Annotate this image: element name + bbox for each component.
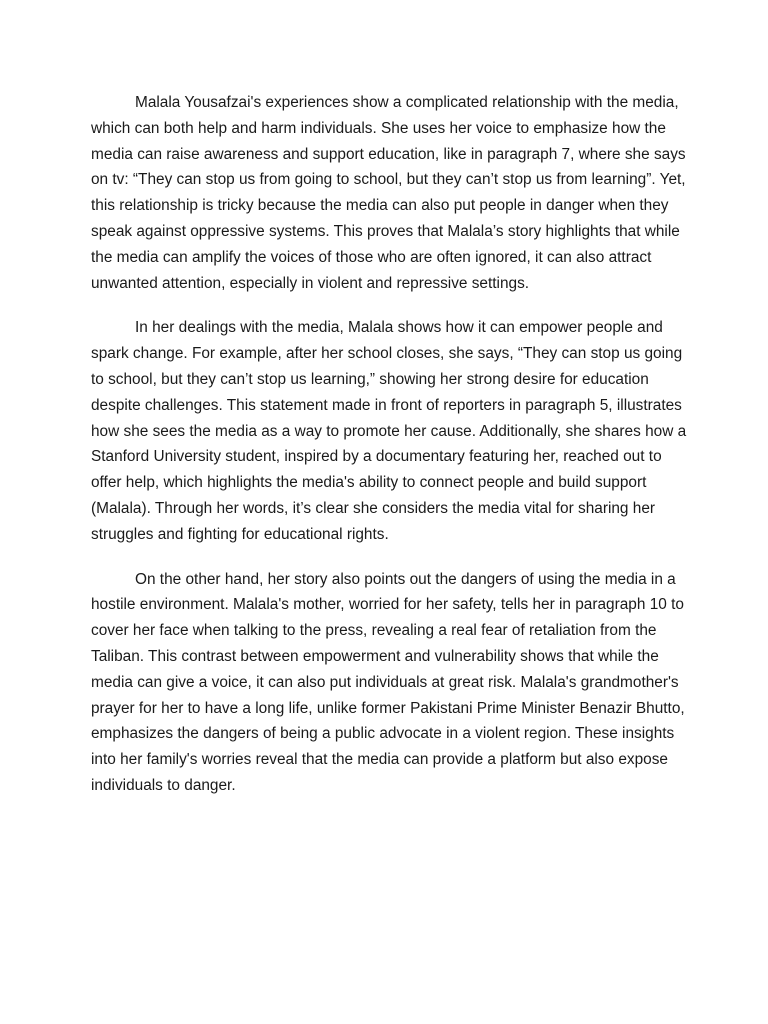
paragraph-1: Malala Yousafzai's experiences show a complicated relationship with the media, which can both help and harm individuals. She uses her voice to emphasize how the media can raise awareness and support education, like in paragraph 7, where she says on tv: “They can stop us from going to school, but they can’t stop us from learning”. Yet, this relationship is tricky because the media can also put people in danger when they speak against oppressive systems. This proves that Malala’s story highlights that while the media can amplify the voices of those who are often ignored, it can also attract unwanted attention, especially in violent and repressive settings. [91,94,686,292]
paragraph-3: On the other hand, her story also points out the dangers of using the media in a hostile environment. Malala's mother, worried for her safety, tells her in paragraph 10 to cover her face when talking to the press, revealing a real fear of retaliation from the Taliban. This contrast between empowerment and vulnerability shows that while the media can give a voice, it can also put individuals at great risk. Malala's grandmother's prayer for her to have a long life, unlike former Pakistani Prime Minister Benazir Bhutto, emphasizes the dangers of being a public advocate in a violent region. These insights into her family's worries reveal that the media can provide a platform but also expose individuals to danger. [91,570,685,794]
document-body [91,90,688,799]
paragraph-2: In her dealings with the media, Malala shows how it can empower people and spark change. For example, after her school closes, she says, “They can stop us going to school, but they can’t stop us learning,” showing her strong desire for education despite challenges. This statement made in front of reporters in paragraph 5, illustrates how she sees the media as a way to promote her cause. Additionally, she shares how a Stanford University student, inspired by a documentary featuring her, reached out to offer help, which highlights the media's ability to connect people and build support (Malala). Through her words, it’s clear she considers the media vital for sharing her struggles and fighting for educational rights. [91,319,687,543]
